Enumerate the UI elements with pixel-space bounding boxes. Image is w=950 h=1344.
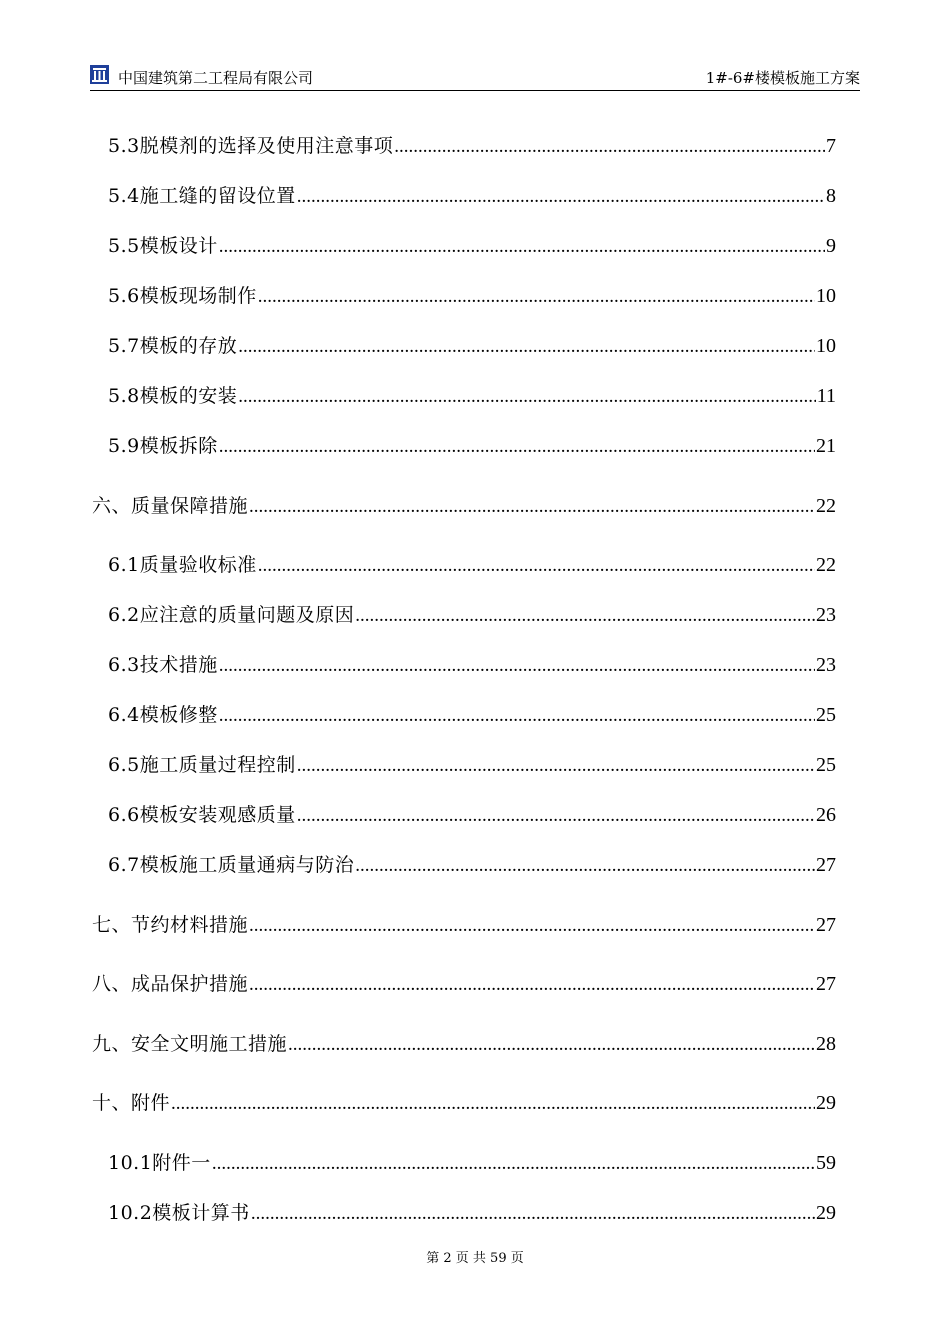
toc-entry-label: 6.5施工质量过程控制 <box>108 754 296 776</box>
toc-entry-page: 29 <box>816 1092 836 1114</box>
toc-dot-leader <box>355 602 815 630</box>
toc-entry-label: 5.5模板设计 <box>108 235 218 257</box>
toc-entry-page: 25 <box>816 704 836 726</box>
toc-entry[interactable] <box>108 851 836 879</box>
toc-entry[interactable] <box>108 132 836 160</box>
toc-dot-leader <box>171 1090 815 1118</box>
toc-dot-leader <box>212 1150 815 1178</box>
toc-entry-label: 5.9模板拆除 <box>108 435 218 457</box>
toc-entry[interactable] <box>92 1030 836 1058</box>
toc-entry[interactable] <box>108 601 836 629</box>
toc-dot-leader <box>219 433 815 461</box>
toc-dot-leader <box>219 702 815 730</box>
toc-dot-leader <box>258 283 815 311</box>
toc-entry-label: 5.4施工缝的留设位置 <box>108 185 296 207</box>
toc-dot-leader <box>394 133 825 161</box>
toc-dot-leader <box>238 383 816 411</box>
toc-entry[interactable] <box>108 382 836 410</box>
page-footer: 第 2 页 共 59 页 <box>426 1251 524 1266</box>
toc-entry-label: 6.1质量验收标准 <box>108 554 257 576</box>
toc-entry-page: 22 <box>816 494 836 517</box>
toc-entry-page: 27 <box>816 913 836 936</box>
toc-entry-label: 九、安全文明施工措施 <box>92 1032 288 1055</box>
toc-entry[interactable] <box>92 492 836 520</box>
toc-entry-page: 28 <box>816 1032 836 1055</box>
toc-entry-label: 6.6模板安装观感质量 <box>108 804 296 826</box>
toc-entry-label: 十、附件 <box>92 1092 171 1114</box>
toc-entry-label: 5.7模板的存放 <box>108 335 238 357</box>
toc-entry[interactable] <box>108 551 836 579</box>
toc-entry[interactable] <box>108 751 836 779</box>
toc-entry[interactable] <box>108 1149 836 1177</box>
toc-entry[interactable] <box>108 282 836 310</box>
toc-entry[interactable] <box>92 970 836 998</box>
toc-entry-label: 八、成品保护措施 <box>92 973 249 995</box>
toc-entry-label: 5.6模板现场制作 <box>108 285 257 307</box>
toc-entry[interactable] <box>108 701 836 729</box>
toc-entry[interactable] <box>108 801 836 829</box>
toc-entry-page: 11 <box>816 385 836 407</box>
toc-entry-label: 6.4模板修整 <box>108 704 218 726</box>
toc-entry-page: 10 <box>816 335 836 357</box>
toc-entry[interactable] <box>108 651 836 679</box>
toc-entry-label: 5.8模板的安装 <box>108 385 238 407</box>
toc-dot-leader <box>258 552 815 580</box>
company-logo-icon <box>90 65 109 84</box>
toc-entry-page: 23 <box>816 654 836 676</box>
toc-entry-label: 六、质量保障措施 <box>92 494 249 517</box>
toc-dot-leader <box>219 652 815 680</box>
toc-entry-page: 27 <box>816 973 836 995</box>
toc-entry-page: 26 <box>816 804 836 826</box>
toc-entry-label: 七、节约材料措施 <box>92 913 249 936</box>
toc-entry-label: 10.2模板计算书 <box>108 1201 250 1224</box>
toc-entry-page: 29 <box>816 1201 836 1224</box>
toc-dot-leader <box>297 183 825 211</box>
page-header <box>90 64 860 91</box>
toc-entry-page: 59 <box>816 1151 836 1174</box>
document-title: 1#-6#楼模板施工方案 <box>705 69 860 87</box>
toc-entry-page: 22 <box>816 554 836 576</box>
toc-dot-leader <box>251 1200 815 1228</box>
toc-dot-leader <box>249 493 815 521</box>
toc-entry[interactable] <box>92 1089 836 1117</box>
toc-entry[interactable] <box>108 232 836 260</box>
toc-dot-leader <box>355 852 815 880</box>
toc-dot-leader <box>297 752 815 780</box>
toc-entry[interactable] <box>108 182 836 210</box>
toc-entry-page: 7 <box>826 135 836 157</box>
toc-dot-leader <box>249 912 815 940</box>
toc-dot-leader <box>249 971 815 999</box>
toc-entry-page: 25 <box>816 754 836 776</box>
toc-entry-page: 9 <box>826 235 836 257</box>
toc-entry-page: 23 <box>816 604 836 626</box>
toc-dot-leader <box>238 333 815 361</box>
toc-dot-leader <box>219 233 825 261</box>
toc-entry-label: 6.2应注意的质量问题及原因 <box>108 604 355 626</box>
toc-entry-label: 6.7模板施工质量通病与防治 <box>108 854 355 876</box>
toc-entry-page: 21 <box>816 435 836 457</box>
toc-entry-page: 27 <box>816 854 836 876</box>
toc-entry-page: 8 <box>826 185 836 207</box>
toc-entry[interactable] <box>92 911 836 939</box>
toc-entry[interactable] <box>108 432 836 460</box>
toc-entry-label: 6.3技术措施 <box>108 654 218 676</box>
toc-entry-label: 10.1附件一 <box>108 1151 211 1174</box>
company-name: 中国建筑第二工程局有限公司 <box>118 69 314 87</box>
toc-entry-label: 5.3脱模剂的选择及使用注意事项 <box>108 135 394 157</box>
toc-entry-page: 10 <box>816 285 836 307</box>
toc-entry[interactable] <box>108 332 836 360</box>
toc-entry[interactable] <box>108 1199 836 1227</box>
toc-dot-leader <box>297 802 815 830</box>
toc-dot-leader <box>288 1031 815 1059</box>
